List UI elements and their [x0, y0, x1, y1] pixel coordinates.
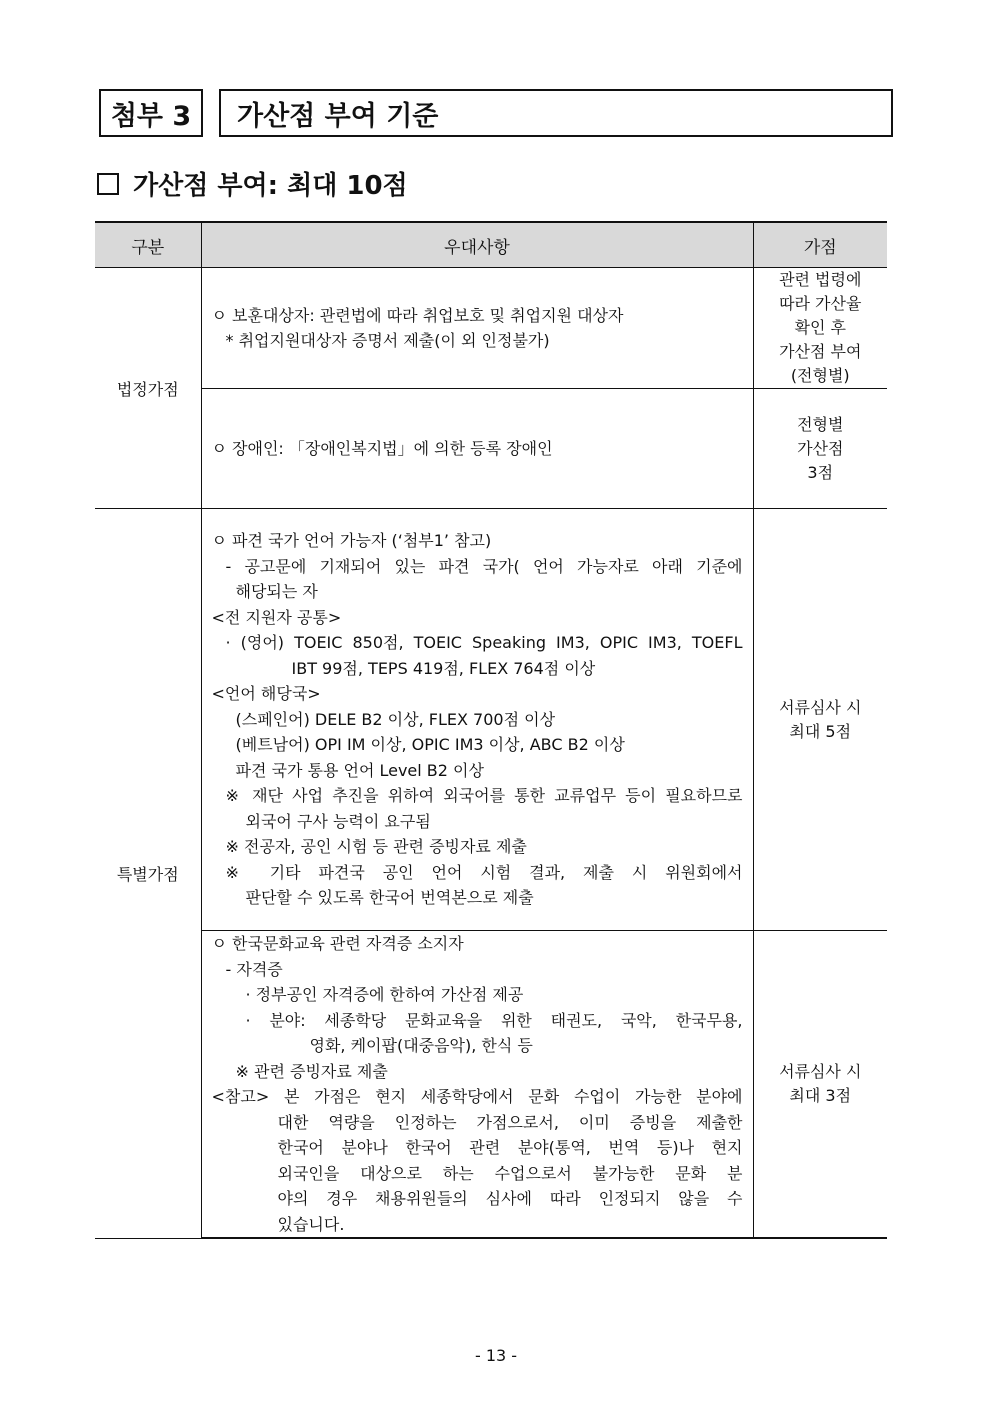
- detail-cell: [201, 931, 753, 1239]
- detail-line: 야의 경우 채용위원들의 심사에 따라 인정되지 않을 수: [277, 1189, 743, 1208]
- detail-line: (스페인어) DELE B2 이상, FLEX 700점 이상: [235, 709, 556, 729]
- page-number: - 13 -: [474, 1346, 518, 1365]
- detail-line: 영화, 케이팝(대중음악), 한식 등: [309, 1036, 533, 1055]
- table-row: [95, 268, 887, 389]
- score-line: 관련 법령에: [779, 270, 862, 289]
- score-line: 따라 가산율: [779, 294, 862, 313]
- detail-line: IBT 99점, TEPS 419점, FLEX 764점 이상: [291, 658, 596, 678]
- detail-line: ※ 기타 파견국 공인 언어 시험 결과, 제출 시 위원회에서: [225, 862, 743, 882]
- detail-cell: [201, 268, 753, 389]
- detail-line: - 공고문에 기재되어 있는 파견 국가( 언어 가능자로 아래 기준에: [225, 556, 743, 576]
- score-cell: [753, 389, 887, 509]
- score-line: 최대 5점: [789, 721, 852, 741]
- detail-line: · 분야: 세종학당 문화교육을 위한 태권도, 국악, 한국무용,: [245, 1010, 743, 1030]
- score-line: 최대 3점: [789, 1086, 852, 1105]
- detail-line: 판단할 수 있도록 한국어 번역본으로 제출: [245, 888, 534, 908]
- detail-line: 파견 국가 통용 언어 Level B2 이상: [235, 760, 484, 780]
- page-title: 가산점 부여 기준: [219, 89, 893, 137]
- detail-line: 있습니다.: [277, 1214, 345, 1234]
- detail-line: 한국어 분야나 한국어 관련 분야(통역, 번역 등)나 현지: [277, 1138, 743, 1157]
- detail-line: ㅇ 파견 국가 언어 가능자 (‘첨부1’ 참고): [211, 531, 492, 551]
- detail-line: 외국인을 대상으로 하는 수업으로서 불가능한 문화 분: [277, 1163, 743, 1183]
- detail-line: ※ 전공자, 공인 시험 등 관련 증빙자료 제출: [225, 837, 527, 857]
- score-cell: [753, 509, 887, 931]
- section-heading: [97, 165, 408, 202]
- detail-cell: [201, 509, 753, 931]
- score-line: 가산점: [797, 438, 844, 458]
- detail-line: ※ 관련 증빙자료 제출: [235, 1061, 388, 1081]
- table-header-row: [95, 222, 887, 268]
- detail-line: (베트남어) OPI IM 이상, OPIC IM3 이상, ABC B2 이상: [235, 735, 625, 755]
- checkbox-square-icon: [97, 173, 119, 195]
- score-line: 서류심사 시: [779, 1062, 862, 1081]
- detail-line: ㅇ 한국문화교육 관련 자격증 소지자: [211, 934, 464, 953]
- detail-line: 대한 역량을 인정하는 가점으로서, 이미 증빙을 제출한: [277, 1112, 743, 1132]
- detail-line: <언어 해당국>: [211, 684, 321, 704]
- detail-cell: [201, 389, 753, 509]
- score-line: (전형별): [790, 366, 850, 385]
- score-line: 3점: [807, 462, 834, 482]
- score-line: 서류심사 시: [779, 697, 862, 717]
- table-row: [95, 931, 887, 1239]
- detail-line: * 취업지원대상자 증명서 제출(이 외 인정불가): [225, 331, 550, 350]
- column-header-score: 가점: [753, 222, 887, 268]
- table-row: [95, 389, 887, 509]
- detail-line: 외국어 구사 능력이 요구됨: [245, 811, 431, 831]
- column-header-preference: 우대사항: [201, 222, 753, 268]
- category-legal: 법정가점: [95, 268, 201, 509]
- detail-line: <참고> 본 가점은 현지 세종학당에서 문화 수업이 가능한 분야에: [211, 1087, 743, 1106]
- score-line: 전형별: [797, 414, 844, 434]
- column-header-category: 구분: [95, 222, 201, 268]
- detail-line: ㅇ 보훈대상자: 관련법에 따라 취업보호 및 취업지원 대상자: [211, 305, 624, 325]
- section-heading-text: 가산점 부여: 최대 10점: [133, 171, 408, 201]
- score-line: 확인 후: [794, 318, 846, 337]
- detail-line: ※ 재단 사업 추진을 위하여 외국어를 통한 교류업무 등이 필요하므로: [225, 786, 743, 806]
- detail-line: <전 지원자 공통>: [211, 607, 342, 627]
- detail-line: · (영어) TOEIC 850점, TOEIC Speaking IM3, OPIC IM3, TOEFL: [225, 633, 743, 653]
- score-cell: [753, 268, 887, 389]
- score-cell: [753, 931, 887, 1239]
- category-special: 특별가점: [95, 509, 201, 1239]
- detail-line: 해당되는 자: [235, 582, 318, 602]
- detail-line: ㅇ 장애인: 「장애인복지법」에 의한 등록 장애인: [211, 438, 553, 458]
- detail-line: · 정부공인 자격증에 한하여 가산점 제공: [245, 985, 524, 1004]
- table-row: [95, 509, 887, 931]
- detail-line: - 자격증: [225, 959, 283, 979]
- attachment-label: 첨부 3: [99, 89, 203, 137]
- score-line: 가산점 부여: [779, 342, 862, 361]
- bonus-criteria-table: [95, 221, 887, 1239]
